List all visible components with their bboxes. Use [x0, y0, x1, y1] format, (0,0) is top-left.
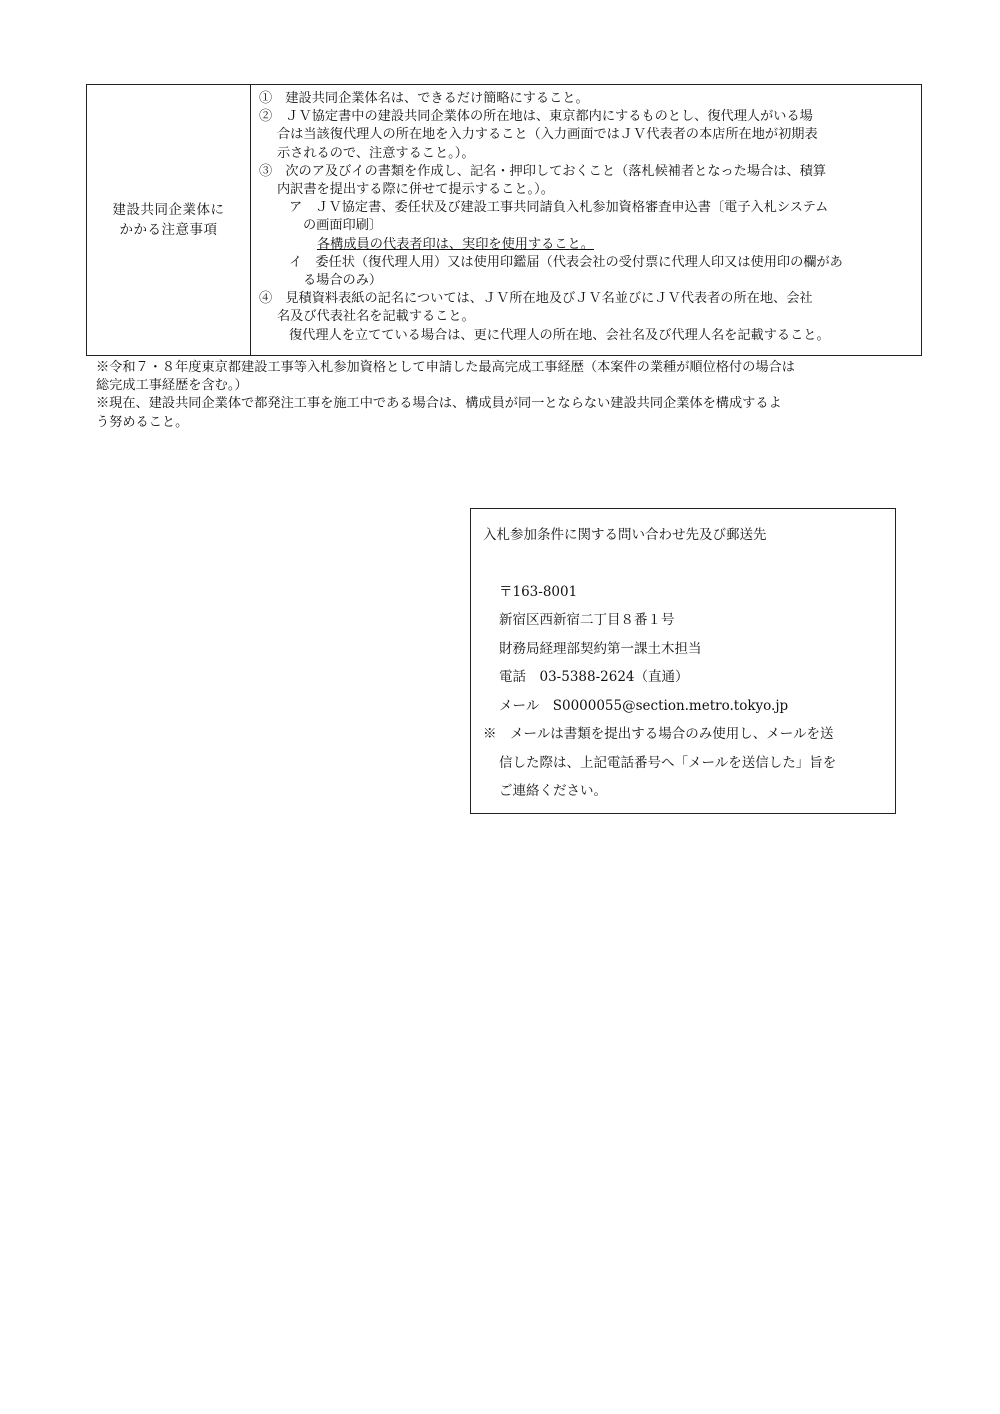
contact-note-cont: ご連絡ください。 [499, 783, 607, 799]
note-3-item-i-cont: る場合のみ） [303, 273, 383, 289]
contact-department: 財務局経理部契約第一課土木担当 [499, 640, 702, 657]
contact-gap [483, 550, 885, 578]
note-4-cont: 名及び代表社名を記載すること。 [277, 309, 475, 325]
footnotes [96, 359, 926, 432]
contact-title: 入札参加条件に関する問い合わせ先及び郵送先 [483, 527, 767, 543]
note-3: ③ 次のア及びイの書類を作成し、記名・押印しておくこと（落札候補者となった場合は、積算 [259, 163, 827, 179]
jv-notes-table [86, 84, 922, 356]
contact-note: ※ メールは書類を提出する場合のみ使用し、メールを送 [483, 726, 834, 742]
note-4: ④ 見積資料表紙の記名については、ＪＶ所在地及びＪＶ名並びにＪＶ代表者の所在地、会社 [259, 291, 813, 307]
note-2-cont: 示されるので、注意すること。）。 [277, 145, 475, 161]
note-4-subagent: 復代理人を立てている場合は、更に代理人の所在地、会社名及び代理人名を記載すること。 [289, 327, 830, 343]
note-3-item-i: イ 委任状（復代理人用）又は使用印鑑届（代表会社の受付票に代理人印又は使用印の欄があ [289, 254, 843, 270]
note-1: ① 建設共同企業体名は、できるだけ簡略にすること。 [259, 91, 589, 106]
jv-notes-content-cell [251, 85, 921, 355]
jv-notes-label-cell [87, 85, 251, 355]
note-2-cont: 合は当該復代理人の所在地を入力すること（入力画面ではＪＶ代表者の本店所在地が初期表 [277, 127, 818, 143]
footnote-1-cont: 総完成工事経歴を含む。） [96, 378, 248, 394]
contact-email: メール S0000055@section.metro.tokyo.jp [499, 697, 789, 714]
footnote-1: ※令和７・８年度東京都建設工事等入札参加資格として申請した最高完成工事経歴（本案件の業種が順位格付の場合は [96, 360, 795, 375]
footnote-2: ※現在、建設共同企業体で都発注工事を施工中である場合は、構成員が同一とならない建設共同企業体を構成するよ [96, 396, 782, 412]
contact-address: 新宿区西新宿二丁目８番１号 [499, 612, 675, 628]
contact-note-cont: 信した際は、上記電話番号へ「メールを送信した」旨を [499, 754, 837, 771]
jv-notes-label-line2: かかる注意事項 [119, 222, 218, 238]
note-2: ② ＪＶ協定書中の建設共同企業体の所在地は、東京都内にするものとし、復代理人がいる場 [259, 109, 813, 125]
footnote-2-cont: う努めること。 [96, 414, 189, 430]
contact-box [470, 508, 896, 814]
note-3-item-a-seal-note: 各構成員の代表者印は、実印を使用すること。 [317, 236, 594, 252]
contact-phone: 電話 03-5388-2624（直通） [499, 669, 689, 685]
note-3-cont: 内訳書を提出する際に併せて提示すること。）。 [277, 182, 554, 198]
jv-notes-label-line1: 建設共同企業体に [112, 202, 225, 218]
contact-postal-code: 〒163-8001 [499, 583, 578, 600]
note-3-item-a: ア ＪＶ協定書、委任状及び建設工事共同請負入札参加資格審査申込書〔電子入札システム [289, 200, 829, 216]
note-3-item-a-cont: の画面印刷〕 [303, 218, 383, 234]
